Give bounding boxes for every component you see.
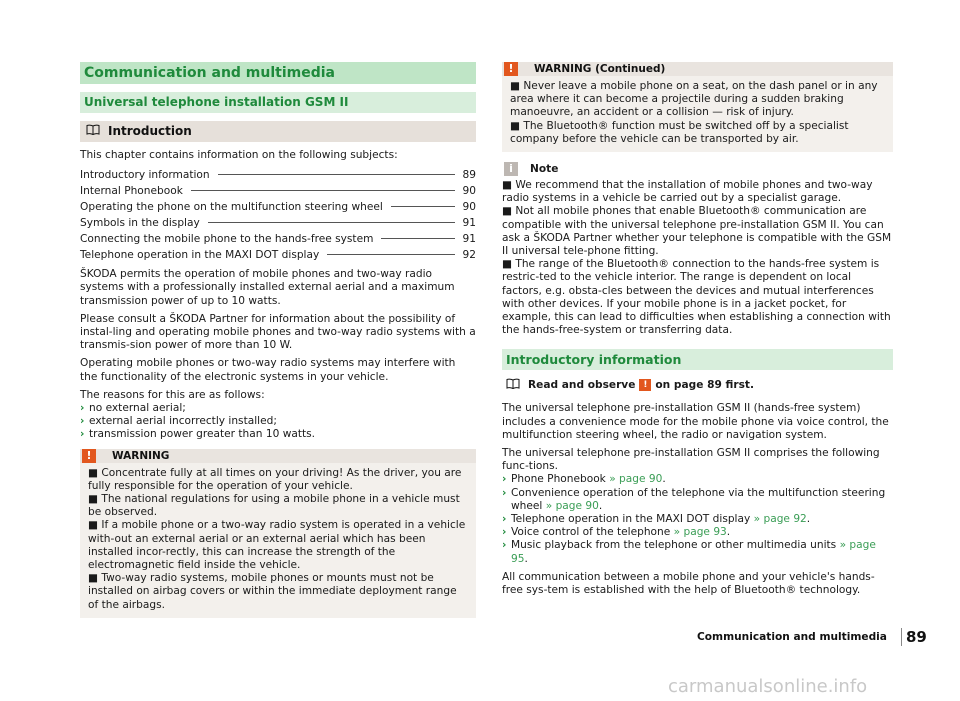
paragraph: All communication between a mobile phone and your vehicle's hands-free sys-tem is established with the help of Bluetooth® technology. [502,570,875,597]
chapter-title: Communication and multimedia [80,62,476,84]
paragraph: The reasons for this are as follows: [80,388,265,401]
intro-heading [80,121,476,142]
chevron-icon: › [502,526,507,539]
page-link[interactable]: » page 93 [673,526,727,539]
chevron-icon: › [502,539,507,552]
warning-continued-box [502,62,893,152]
toc-item[interactable]: Operating the phone on the multifunction steering wheel 90 [80,201,476,214]
section-title: Universal telephone installation GSM II [80,92,476,113]
note-item: ■ Not all mobile phones that enable Bluetooth® communication are compatible with the universal telephone pre-installation GSM II. You can ask a ŠKODA Partner whether your telephone is compatible with the GSM II universal tele-phone fitting. [502,205,892,258]
intro-text: This chapter contains information on the following subjects: [80,149,398,161]
chevron-icon: › [80,402,85,415]
chevron-icon: › [502,486,507,499]
toc-item[interactable]: Telephone operation in the MAXI DOT display 92 [80,249,476,262]
toc-item[interactable]: Internal Phonebook 90 [80,185,476,198]
warning-icon[interactable]: ! [639,379,651,391]
right-column [502,62,893,602]
chevron-icon: › [80,428,85,441]
book-icon [506,378,520,392]
list-item: › transmission power greater than 10 watts. [80,428,316,441]
note-header: i Note [502,162,893,176]
paragraph: Please consult a ŠKODA Partner for information about the possibility of instal-ling and operating mobile phones and two-way radio systems with a transmis-sion power of more than 10 W. [80,312,476,352]
warning-continued-body: ■ Never leave a mobile phone on a seat, on the dash panel or in any area where it can become a projectile during a sudden braking manoeuvre, an accident or a collision — risk of injury. ■ The Bluetooth® function must be switched off by a specialist company before the vehicle can be transported by air. [502,76,893,152]
note-item: ■ We recommend that the installation of mobile phones and two-way radio systems in a vehicle be carried out by a specialist garage. [502,179,873,205]
chevron-icon: › [502,513,507,526]
page-link[interactable]: » page 90 [545,499,599,512]
toc-item[interactable]: Connecting the mobile phone to the hands-free system 91 [80,233,476,246]
toc-item[interactable]: Introductory information 89 [80,169,476,182]
chevron-icon: › [502,473,507,486]
warning-body: ■ Concentrate fully at all times on your driving! As the driver, you are fully responsible for the operation of your vehicle. ■ The national regulations for using a mobile phone in a vehicle must be observed. ■ If a mobile phone or a two-way radio system is operated in a vehicle with-out an external aerial or an external aerial which has been installed incor-rectly, this can increase the strength of the electromagnetic field inside the vehicle. ■ Two-way radio systems, mobile phones or mounts must not be installed on airbag covers or within the immediate deployment range of the airbags. [80,463,476,618]
paragraph: The universal telephone pre-installation GSM II comprises the following func-tions. [502,447,880,473]
warning-continued-header: ! WARNING (Continued) [502,62,893,76]
warning-header: ! WARNING [80,449,476,463]
list-item: › Voice control of the telephone » page 93. [502,526,731,539]
info-icon: i [504,162,518,176]
warning-icon: ! [504,62,518,76]
page-number: 89 [901,628,927,646]
footer-chapter: Communication and multimedia [697,631,887,643]
note-item: ■ The range of the Bluetooth® connection to the hands-free system is restric-ted to the vehicle interior. The range is dependent on local factors, e.g. obsta-cles between the devices and mutual interferences with other devices. If your mobile phone is in a jacket pocket, for example, this can lead to difficulties when establishing a connection with the hands-free-system or transferring data. [502,258,891,337]
list-item: › Music playback from the telephone or other multimedia units » page 95. [502,539,876,565]
warning-icon: ! [82,449,96,463]
paragraph: The universal telephone pre-installation GSM II (hands-free system) includes a convenience mode for the mobile phone via voice control, the multifunction steering wheel, the radio or navigation system. [502,402,889,441]
list-item: › no external aerial; [80,402,186,415]
introductory-info-title: Introductory information [502,349,893,370]
intro-heading-label: Introduction [108,124,192,138]
page-footer [697,628,927,646]
page-link[interactable]: » page 90 [609,473,663,486]
page-link[interactable]: » page 92 [753,513,807,526]
left-column [80,62,476,618]
page-link[interactable]: » page 95 [511,539,876,565]
toc-list [80,167,476,263]
list-item: › external aerial incorrectly installed; [80,415,277,428]
paragraph: Operating mobile phones or two-way radio systems may interfere with the functionality of the electronic systems in your vehicle. [80,357,456,383]
paragraph: ŠKODA permits the operation of mobile phones and two-way radio systems with a professionally installed external aerial and a maximum transmission power of up to 10 watts. [80,268,455,307]
read-observe: Read and observe ! on page 89 first. [506,378,893,392]
watermark: carmanualsonline.info [668,676,868,697]
list-item: › Telephone operation in the MAXI DOT display » page 92. [502,513,811,526]
warning-box [80,449,476,618]
list-item: › Phone Phonebook » page 90. [502,473,666,486]
chevron-icon: › [80,415,85,428]
toc-item[interactable]: Symbols in the display 91 [80,217,476,230]
book-icon [86,121,100,142]
list-item: › Convenience operation of the telephone via the multifunction steering wheel » page 90. [502,486,886,512]
